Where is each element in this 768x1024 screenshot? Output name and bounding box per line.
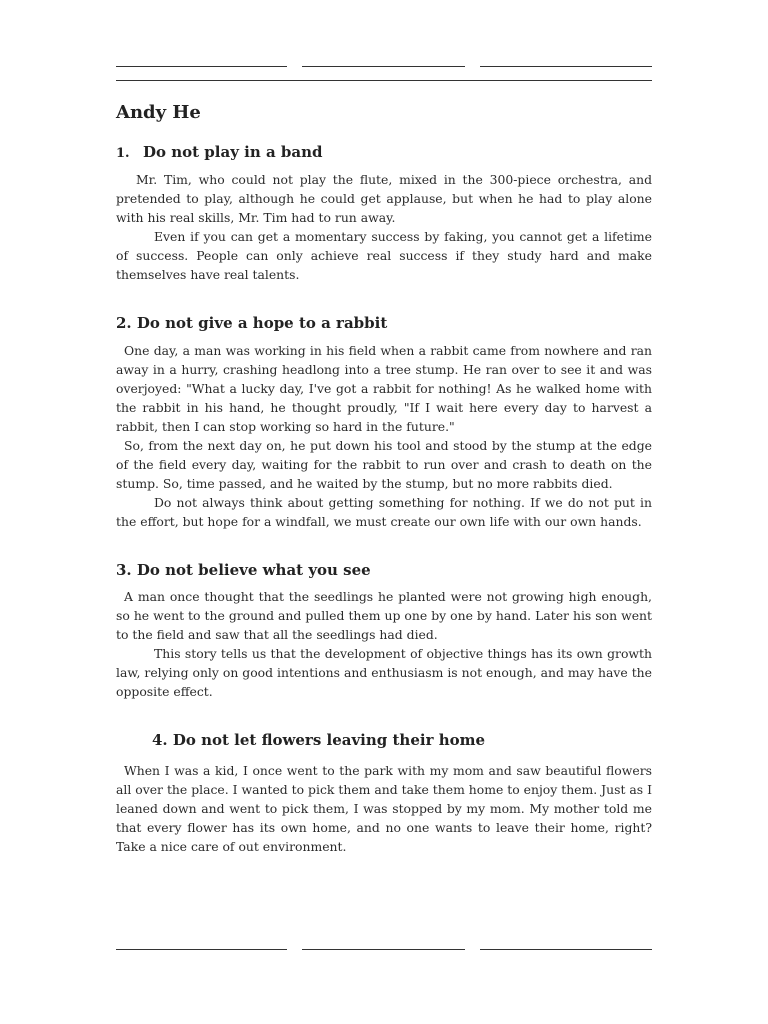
document-page [116, 0, 652, 1024]
section-3-paragraph-1: A man once thought that the seedlings he planted were not growing high enough, so he went to the ground and pulled them up one by one by hand. Later his son went to the field and saw that all the seedlings had died. [116, 589, 652, 642]
section-1-paragraph-2: Even if you can get a momentary success by faking, you cannot get a lifetime of success. People can only achieve real success if they study hard and make themselves have real talents. [116, 229, 652, 282]
footer-blank-lines [116, 949, 652, 950]
header-blank-line-3 [480, 66, 652, 67]
author-name: Andy He [116, 102, 201, 123]
footer-blank-line-3 [480, 949, 652, 950]
section-1-number: 1. [116, 146, 130, 161]
section-2-paragraph-2: So, from the next day on, he put down his tool and stood by the stump at the edge of the field every day, waiting for the rabbit to run over and crash to death on the stump. So, time passed, and he waited by the stump, but no more rabbits died. [116, 438, 652, 491]
footer-blank-line-1 [116, 949, 287, 950]
header-blank-line-2 [302, 66, 465, 67]
footer-blank-line-2 [302, 949, 465, 950]
header-blank-lines [116, 66, 652, 67]
section-1-title: Do not play in a band [143, 143, 323, 161]
section-3-heading: 3. Do not believe what you see [116, 561, 371, 579]
section-1-heading [116, 143, 323, 161]
section-2-heading: 2. Do not give a hope to a rabbit [116, 314, 388, 332]
header-blank-line-1 [116, 66, 287, 67]
header-rule [116, 80, 652, 81]
section-4-heading: 4. Do not let flowers leaving their home [152, 731, 486, 749]
section-1-paragraph-1: Mr. Tim, who could not play the flute, mixed in the 300-piece orchestra, and pretended to play, although he could get applause, but when he had to play alone with his real skills, Mr. Tim had to run away. [116, 172, 652, 225]
section-4-paragraph-1: When I was a kid, I once went to the park with my mom and saw beautiful flowers all over the place. I wanted to pick them and take them home to enjoy them. Just as I leaned down and went to pick them, I was stopped by my mom. My mother told me that every flower has its own home, and no one wants to leave their home, right? Take a nice care of out environment. [116, 763, 652, 854]
section-3-paragraph-2: This story tells us that the development of objective things has its own growth law, relying only on good intentions and enthusiasm is not enough, and may have the opposite effect. [116, 646, 652, 699]
section-2-paragraph-1: One day, a man was working in his field when a rabbit came from nowhere and ran away in a hurry, crashing headlong into a tree stump. He ran over to see it and was overjoyed: "What a lucky day, I've got a rabbit for nothing! As he walked home with the rabbit in his hand, he thought proudly, "If I wait here every day to harvest a rabbit, then I can stop working so hard in the future." [116, 343, 652, 434]
section-2-paragraph-3: Do not always think about getting something for nothing. If we do not put in the effort, but hope for a windfall, we must create our own life with our own hands. [116, 495, 652, 529]
